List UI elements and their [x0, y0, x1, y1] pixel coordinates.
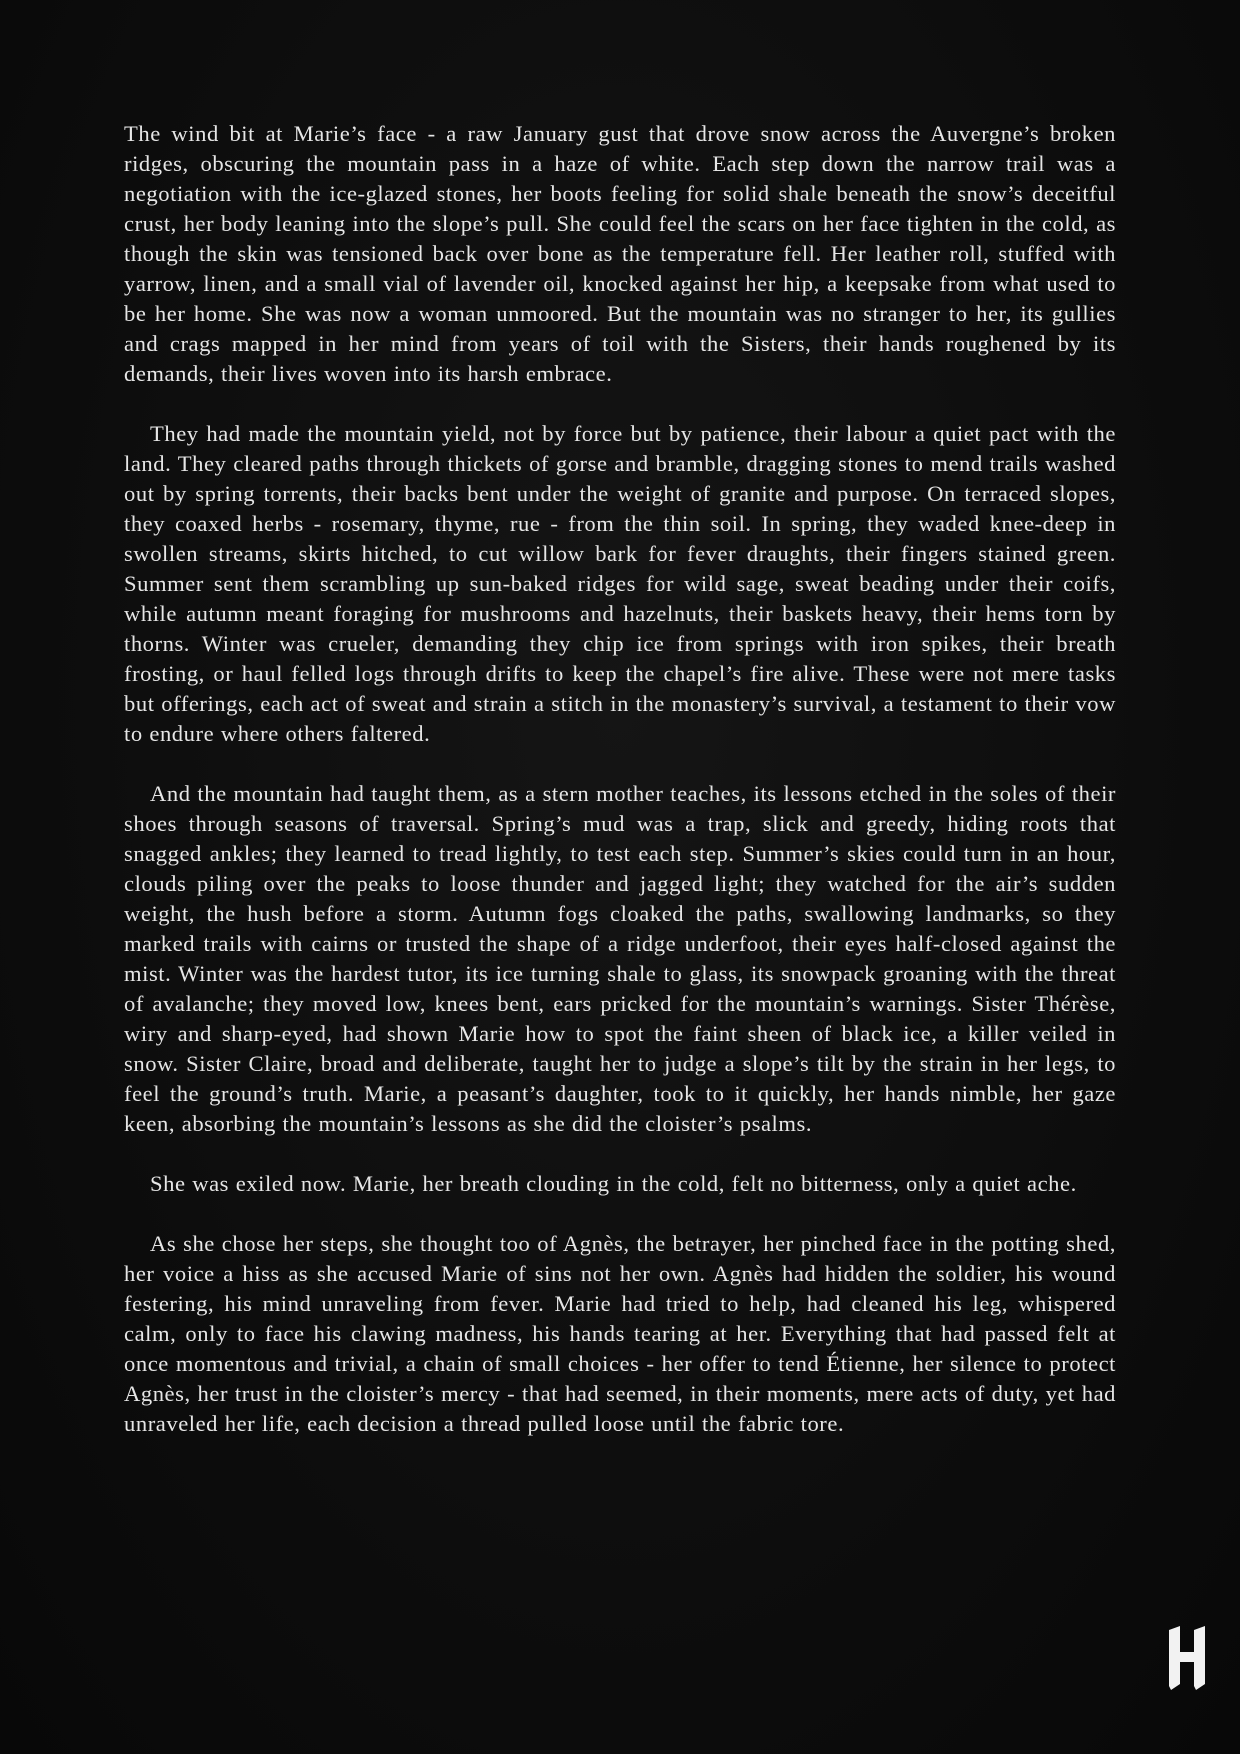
paragraph-1: The wind bit at Marie’s face - a raw January gust that drove snow across the Auvergne’s broken ridges, obscuring the mountain pass in a haze of white. Each step down the narrow trail was a negotiation with the ice-glazed stones, her boots feeling for solid shale beneath the snow’s deceitful crust, her body leaning into the slope’s pull. She could feel the scars on her face tighten in the cold, as though the skin was tensioned back over bone as the temperature fell. Her leather roll, stuffed with yarrow, linen, and a small vial of lavender oil, knocked against her hip, a keepsake from what used to be her home. She was now a woman unmoored. But the mountain was no stranger to her, its gullies and crags mapped in her mind from years of toil with the Sisters, their hands roughened by its demands, their lives woven into its harsh embrace.	[124, 121, 1116, 386]
paragraph-2: They had made the mountain yield, not by force but by patience, their labour a quiet pact with the land. They cleared paths through thickets of gorse and bramble, dragging stones to mend trails washed out by spring torrents, their backs bent under the weight of granite and purpose. On terraced slopes, they coaxed herbs - rosemary, thyme, rue - from the thin soil. In spring, they waded knee-deep in swollen streams, skirts hitched, to cut willow bark for fever draughts, their fingers stained green. Summer sent them scrambling up sun-baked ridges for wild sage, sweat beading under their coifs, while autumn meant foraging for mushrooms and hazelnuts, their baskets heavy, their hems torn by thorns. Winter was crueler, demanding they chip ice from springs with iron spikes, their breath frosting, or haul felled logs through drifts to keep the chapel’s fire alive. These were not mere tasks but offerings, each act of sweat and strain a stitch in the monastery’s survival, a testament to their vow to endure where others faltered.	[124, 421, 1116, 746]
paragraph-5: As she chose her steps, she thought too of Agnès, the betrayer, her pinched face in the potting shed, her voice a hiss as she accused Marie of sins not her own. Agnès had hidden the soldier, his wound festering, his mind unraveling from fever. Marie had tried to help, had cleaned his leg, whispered calm, only to face his clawing madness, his hands tearing at her. Everything that had passed felt at once momentous and trivial, a chain of small choices - her offer to tend Étienne, her silence to protect Agnès, her trust in the cloister’s mercy - that had seemed, in their moments, mere acts of duty, yet had unraveled her life, each decision a thread pulled loose until the fabric tore.	[124, 1231, 1116, 1436]
paragraph-3: And the mountain had taught them, as a stern mother teaches, its lessons etched in the soles of their shoes through seasons of traversal. Spring’s mud was a trap, slick and greedy, hiding roots that snagged ankles; they learned to tread lightly, to test each step. Summer’s skies could turn in an hour, clouds piling over the peaks to loose thunder and jagged light; they watched for the air’s sudden weight, the hush before a storm. Autumn fogs cloaked the paths, swallowing landmarks, so they marked trails with cairns or trusted the shape of a ridge underfoot, their eyes half-closed against the mist. Winter was the hardest tutor, its ice turning shale to glass, its snowpack groaning with the threat of avalanche; they moved low, knees bent, ears pricked for the mountain’s warnings. Sister Thérèse, wiry and sharp-eyed, had shown Marie how to spot the faint sheen of black ice, a killer veiled in snow. Sister Claire, broad and deliberate, taught her to judge a slope’s tilt by the strain in her legs, to feel the ground’s truth. Marie, a peasant’s daughter, took to it quickly, her hands nimble, her gaze keen, absorbing the mountain’s lessons as she did the cloister’s psalms.	[124, 781, 1116, 1136]
story-text	[124, 119, 1116, 1469]
paragraph-4: She was exiled now. Marie, her breath clouding in the cold, felt no bitterness, only a quiet ache.	[150, 1171, 1077, 1196]
h-monogram-icon	[1166, 1626, 1208, 1690]
